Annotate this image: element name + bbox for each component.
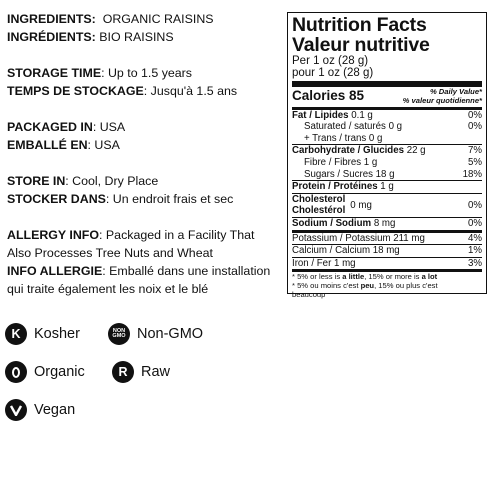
potassium-value: 211 mg	[393, 232, 425, 244]
fibre-pct: 5%	[467, 156, 482, 168]
carbohydrate-pct: 7%	[467, 145, 482, 157]
cholesterol-label	[292, 194, 345, 217]
packaged-fr-value: : USA	[87, 138, 120, 152]
vegan-icon	[5, 399, 27, 421]
calcium-value: 18 mg	[372, 245, 400, 257]
storage-label: STORAGE TIME	[7, 66, 102, 80]
saturated-row	[292, 121, 482, 133]
footnote-en-text: * 5% or less is	[292, 272, 343, 282]
serving-size-en: Per 1 oz (28 g)	[292, 55, 369, 67]
calories-label: Calories	[292, 88, 346, 103]
allergy-fr-line	[7, 262, 279, 280]
potassium-row	[292, 233, 482, 245]
storage-value: : Up to 1.5 years	[101, 66, 193, 80]
non-gmo-icon-top: NON	[112, 327, 126, 334]
protein-label: Protein / Protéines	[292, 181, 378, 193]
footnote-fr-mid: , 15% ou plus c'est	[374, 280, 438, 290]
fat-pct: 0%	[467, 109, 482, 121]
calories-row	[292, 87, 482, 107]
footnote-en-lot: a lot	[421, 272, 438, 282]
sugars-row	[292, 169, 482, 181]
carbohydrate-row	[292, 145, 482, 157]
sugars-label: Sugars / Sucres	[304, 168, 373, 180]
packaged-fr-line	[7, 136, 279, 154]
store-value: : Cool, Dry Place	[65, 174, 159, 188]
fibre-value: 1 g	[363, 156, 378, 168]
potassium-pct: 4%	[467, 232, 482, 244]
sugars-value: 18 g	[375, 168, 395, 180]
calories	[292, 88, 364, 103]
allergy-fr-value-1: : Emballé dans une installation	[102, 264, 271, 278]
trans-row	[292, 133, 482, 145]
footnote-fr-peu: peu	[360, 280, 375, 290]
footnote	[292, 272, 482, 299]
footnote-en-mid: , 15% or more is	[364, 272, 422, 282]
daily-value-fr: % valeur quotidienne*	[402, 95, 482, 105]
calcium-label: Calcium / Calcium	[292, 245, 371, 257]
badge-raw-label: Raw	[141, 364, 171, 380]
saturated-pct: 0%	[467, 121, 482, 133]
carbohydrate-label: Carbohydrate / Glucides	[292, 145, 404, 157]
carbohydrate-value: 22 g	[406, 145, 426, 157]
nutrition-title-en: Nutrition Facts	[292, 14, 427, 36]
calcium-row	[292, 245, 482, 257]
fibre-label: Fibre / Fibres	[304, 156, 362, 168]
store-label: STORE IN	[7, 174, 66, 188]
cholesterol-label-fr: Cholestérol	[292, 205, 346, 217]
non-gmo-icon	[108, 323, 130, 345]
allergy-label: ALLERGY INFO	[7, 228, 100, 242]
packaged-label: PACKAGED IN	[7, 120, 93, 134]
product-badges	[5, 323, 305, 433]
cholesterol-label-en: Cholesterol	[292, 193, 346, 205]
calcium-pct: 1%	[467, 245, 482, 257]
protein-row	[292, 181, 482, 193]
trans-value: 0 g	[368, 132, 383, 144]
ingredients-value: ORGANIC RAISINS	[102, 12, 214, 26]
badge-vegan-label: Vegan	[34, 402, 76, 418]
store-fr-line	[7, 190, 279, 208]
saturated-label: Saturated / saturés	[304, 121, 386, 133]
allergy-line-2: Also Processes Tree Nuts and Wheat	[7, 246, 213, 260]
daily-value-header	[403, 88, 482, 106]
ingredients-line	[7, 10, 279, 28]
storage-fr-line	[7, 82, 279, 100]
packaged-fr-label: EMBALLÉ EN	[7, 138, 88, 152]
fat-value: 0.1 g	[351, 109, 373, 121]
product-info	[7, 10, 279, 298]
storage-fr-label: TEMPS DE STOCKAGE	[7, 84, 144, 98]
badge-vegan	[5, 399, 75, 421]
potassium-label: Potassium / Potassium	[292, 232, 391, 244]
sodium-pct: 0%	[467, 217, 482, 229]
protein-value: 1 g	[380, 181, 394, 193]
footnote-fr-text: * 5% ou moins c'est	[292, 280, 361, 290]
nutrition-facts-panel	[287, 12, 487, 299]
packaged-value: : USA	[92, 120, 126, 134]
ingredients-fr-line	[7, 28, 279, 46]
serving-size-fr: pour 1 oz (28 g)	[292, 67, 374, 79]
cholesterol-pct: 0%	[467, 199, 482, 211]
kosher-icon: K	[5, 323, 27, 345]
ingredients-fr-value: BIO RAISINS	[99, 30, 174, 44]
ingredients-fr-label: INGRÉDIENTS:	[7, 30, 96, 44]
organic-icon	[5, 361, 27, 383]
store-line	[7, 172, 279, 190]
cholesterol-value: 0 mg	[350, 199, 372, 211]
fat-row	[292, 110, 482, 122]
trans-label: + Trans / trans	[304, 132, 367, 144]
allergy-fr-line-2: qui traite également les noix et le blé	[7, 282, 209, 296]
iron-row	[292, 258, 482, 270]
sodium-label: Sodium / Sodium	[292, 217, 372, 229]
packaged-line	[7, 118, 279, 136]
nutrition-title-fr: Valeur nutritive	[292, 33, 430, 56]
badge-kosher	[5, 323, 80, 345]
sodium-value: 8 mg	[373, 217, 396, 229]
store-fr-value: : Un endroit frais et sec	[105, 192, 234, 206]
badge-non-gmo-label: Non-GMO	[137, 326, 204, 342]
storage-fr-value: : Jusqu'à 1.5 ans	[143, 84, 238, 98]
calories-value: 85	[349, 88, 365, 103]
ingredients-label: INGREDIENTS:	[7, 12, 96, 26]
footnote-en-little: a little	[342, 272, 365, 282]
allergy-line	[7, 226, 279, 244]
badge-kosher-label: Kosher	[34, 326, 80, 342]
storage-line	[7, 64, 279, 82]
iron-label: Iron / Fer	[292, 257, 332, 269]
sugars-pct: 18%	[462, 168, 482, 180]
allergy-value-1: : Packaged in a Facility That	[99, 228, 255, 242]
badge-raw	[112, 361, 170, 383]
raw-icon: R	[112, 361, 134, 383]
footnote-fr-end: beaucoup	[292, 289, 326, 299]
non-gmo-icon-bottom: GMO	[112, 333, 126, 339]
fat-label: Fat / Lipides	[292, 109, 349, 121]
badge-organic-label: Organic	[34, 364, 85, 380]
allergy-fr-label: INFO ALLERGIE	[7, 264, 103, 278]
fibre-row	[292, 157, 482, 169]
daily-value-en: % Daily Value*	[429, 87, 482, 96]
iron-pct: 3%	[467, 257, 482, 269]
cholesterol-row	[292, 194, 482, 217]
saturated-value: 0 g	[388, 121, 403, 133]
badge-non-gmo	[108, 323, 203, 345]
badge-organic	[5, 361, 85, 383]
sodium-row	[292, 218, 482, 230]
store-fr-label: STOCKER DANS	[7, 192, 106, 206]
iron-value: 1 mg	[334, 257, 356, 269]
